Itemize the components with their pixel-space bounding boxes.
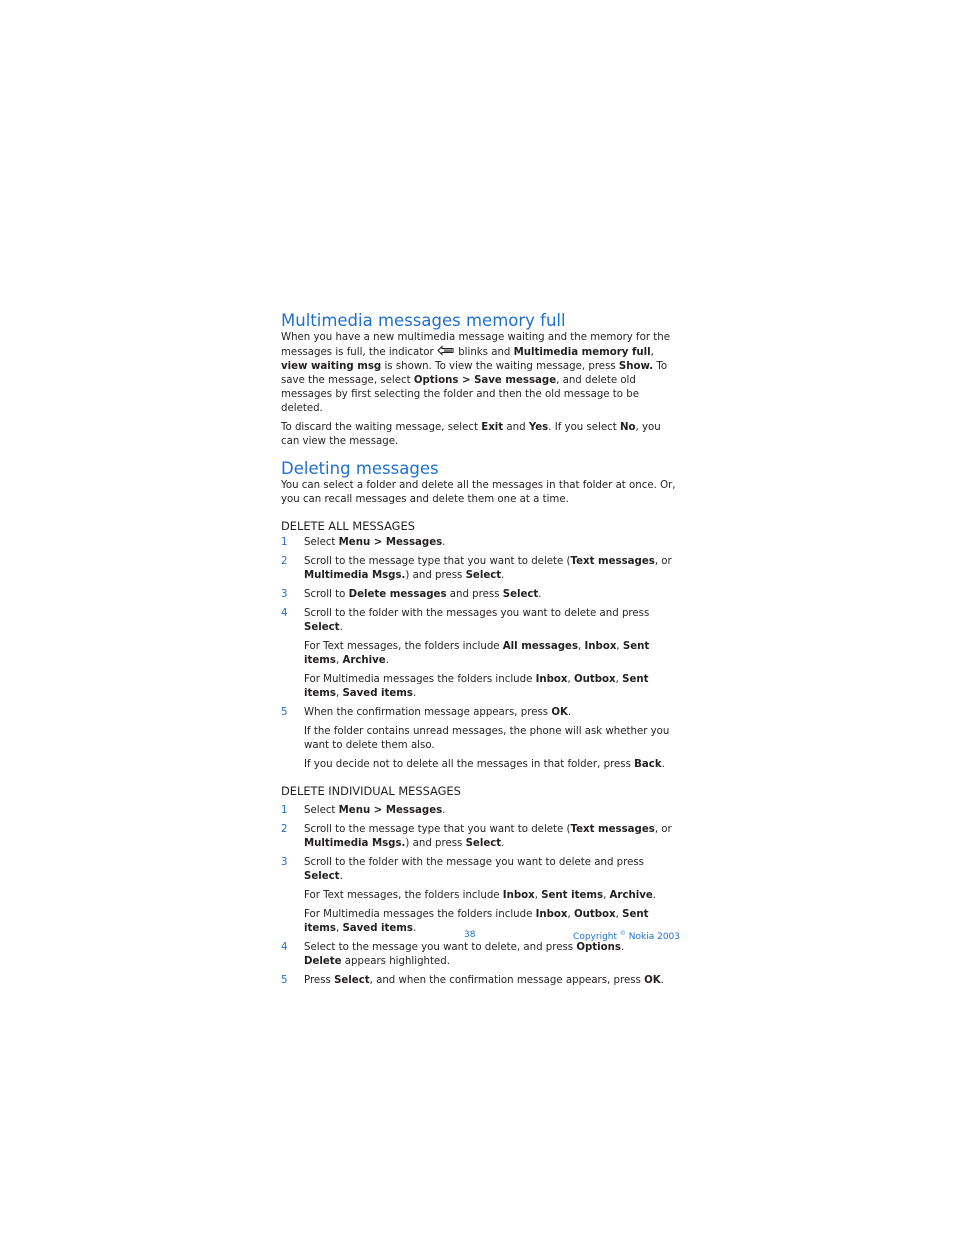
delete-all-step-4: 4 Scroll to the folder with the messages you want to delete and press Select. xyxy=(281,608,650,633)
step-number: 5 xyxy=(281,707,288,718)
delete-all-step-1: 1 Select Menu > Messages. xyxy=(281,537,446,548)
delete-all-step-4-text-folders: For Text messages, the folders include All messages, Inbox, Sent items, Archive. xyxy=(304,641,650,666)
heading-memory-full: Multimedia messages memory full xyxy=(281,311,566,330)
deleting-intro: You can select a folder and delete all the messages in that folder at once. Or, you can recall messages and delete them one at a time. xyxy=(281,480,676,505)
multimedia-memory-full-icon xyxy=(437,345,455,356)
delete-individual-step-2: 2 Scroll to the message type that you want to delete (Text messages, or Multimedia Msgs.) and press Select. xyxy=(281,824,672,849)
step-number: 3 xyxy=(281,589,288,600)
memory-full-paragraph: When you have a new multimedia message waiting and the memory for the messages is full, the indicator blinks and Multimedia memory full, view waiting msg is shown. To view the waiting message, press Show. To save the message, select Options > Save message, and delete old messages by first selecting the folder and then the old message to be deleted. xyxy=(281,332,671,414)
subheading-delete-individual: DELETE INDIVIDUAL MESSAGES xyxy=(281,784,461,798)
step-number: 4 xyxy=(281,608,288,619)
step-number: 4 xyxy=(281,942,288,953)
delete-individual-step-1: 1 Select Menu > Messages. xyxy=(281,805,446,816)
delete-all-step-5: 5 When the confirmation message appears, press OK. xyxy=(281,707,572,718)
step-number: 5 xyxy=(281,975,288,986)
discard-paragraph: To discard the waiting message, select Exit and Yes. If you select No, you can view the message. xyxy=(281,422,661,447)
delete-all-step-2: 2 Scroll to the message type that you want to delete (Text messages, or Multimedia Msgs.) and press Select. xyxy=(281,556,672,581)
delete-all-step-3: 3 Scroll to Delete messages and press Select. xyxy=(281,589,542,600)
step-number: 3 xyxy=(281,857,288,868)
delete-individual-step-3-text-folders: For Text messages, the folders include Inbox, Sent items, Archive. xyxy=(304,890,657,901)
step-number: 1 xyxy=(281,805,288,816)
step-number: 1 xyxy=(281,537,288,548)
step-number: 2 xyxy=(281,556,288,567)
delete-individual-step-3: 3 Scroll to the folder with the message you want to delete and press Select. xyxy=(281,857,644,882)
copyright-notice: Copyright © Nokia 2003 xyxy=(573,930,680,942)
delete-all-step-5-back-note: If you decide not to delete all the messages in that folder, press Back. xyxy=(304,759,665,770)
delete-all-step-4-mms-folders: For Multimedia messages the folders include Inbox, Outbox, Sent items, Saved items. xyxy=(304,674,649,699)
page-number: 38 xyxy=(464,930,476,940)
delete-individual-step-3-mms-folders: For Multimedia messages the folders include Inbox, Outbox, Sent items, Saved items. xyxy=(304,909,649,934)
subheading-delete-all: DELETE ALL MESSAGES xyxy=(281,519,415,533)
delete-individual-step-5: 5 Press Select, and when the confirmation message appears, press OK. xyxy=(281,975,664,986)
delete-individual-step-4: 4 Select to the message you want to delete, and press Options. Delete appears highlighted. xyxy=(281,942,625,967)
heading-deleting-messages: Deleting messages xyxy=(281,459,439,478)
page-content xyxy=(281,311,681,988)
delete-all-step-5-unread-note: If the folder contains unread messages, the phone will ask whether you want to delete them also. xyxy=(304,726,670,751)
step-number: 2 xyxy=(281,824,288,835)
